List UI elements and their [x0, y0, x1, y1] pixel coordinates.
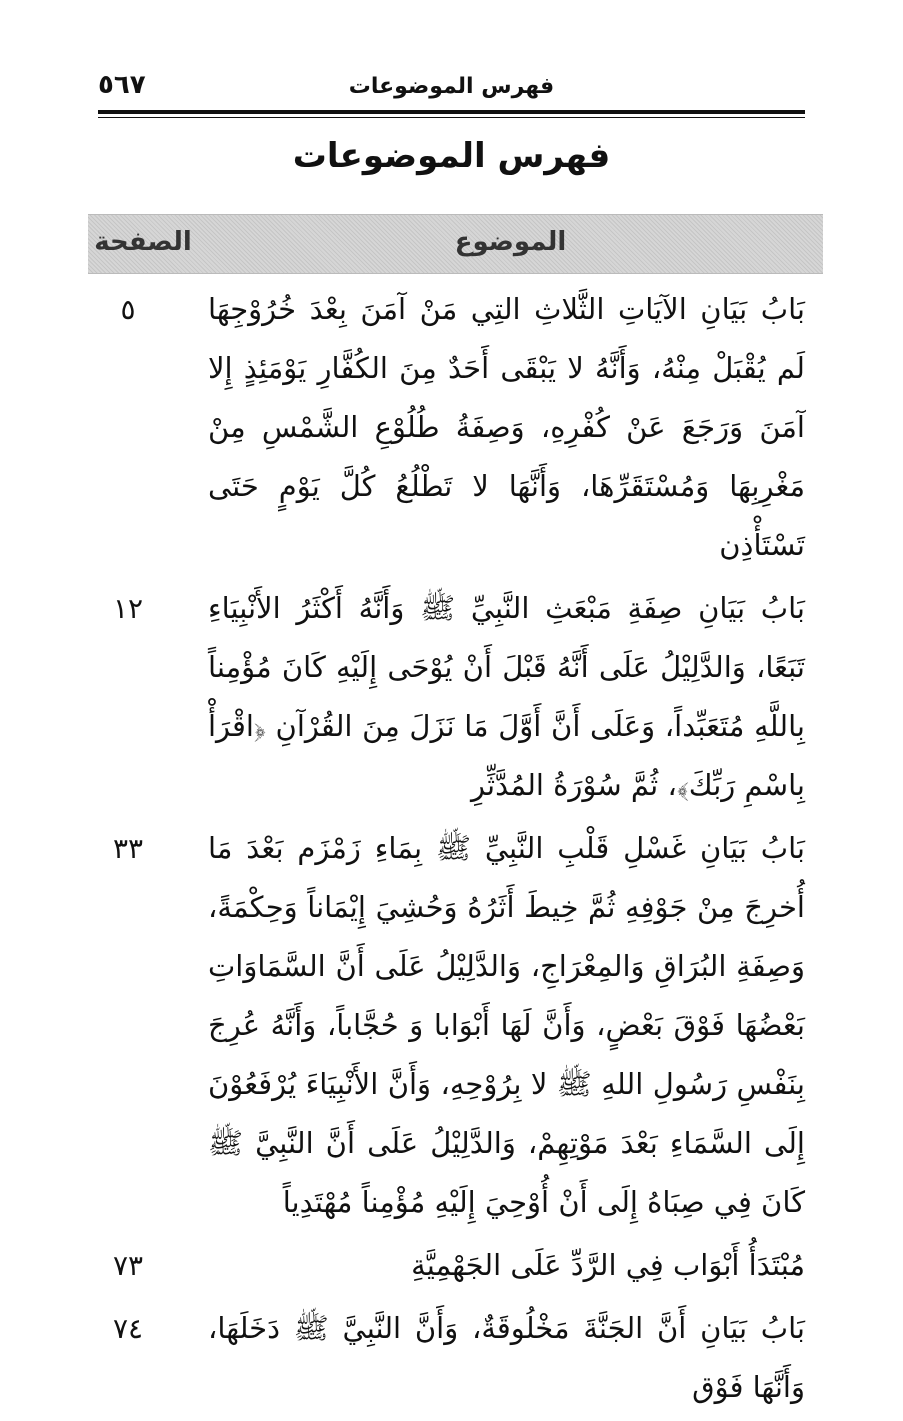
- toc-entry: [98, 1299, 805, 1417]
- toc-entry: [98, 1236, 805, 1295]
- toc-entry-page: ٧٣: [112, 1249, 144, 1282]
- header-rule-thick: [98, 110, 805, 114]
- toc-entries: [98, 280, 805, 1421]
- page-title: فهرس الموضوعات: [292, 136, 611, 176]
- toc-entry-text: بَابُ بَيَانِ صِفَةِ مَبْعَثِ النَّبِيِّ ﷺ وَأَنَّهُ أَكْثَرُ الأَنْبِيَاءِ تَبَعًا، وَالدَّلِيْلُ عَلَى أَنَّهُ قَبْلَ أَنْ يُوْحَى إِلَيْهِ كَانَ مُؤْمِناً بِاللَّهِ مُتَعَبِّداً، وَعَلَى أَنَّ أَوَّلَ مَا نَزَلَ مِنَ القُرْآنِ ﴿اقْرَأْ بِاسْمِ رَبِّكَ﴾، ثُمَّ سُوْرَةُ المُدَّثِّرِ: [208, 591, 805, 802]
- toc-entry: [98, 280, 805, 575]
- topic-column-header: الموضوع: [454, 227, 567, 257]
- toc-entry-page: ٥: [120, 293, 136, 326]
- toc-entry-text: مُبْتَدَأُ أَبْوَاب فِي الرَّدِّ عَلَى الجَهْمِيَّةِ: [411, 1248, 805, 1282]
- table-header: [88, 214, 823, 274]
- page-column-header: الصفحة: [94, 227, 192, 257]
- toc-entry: [98, 819, 805, 1232]
- toc-entry-page: ٣٣: [112, 832, 144, 865]
- toc-entry: [98, 579, 805, 815]
- header-rule-thin: [98, 117, 805, 118]
- toc-entry-text: بَابُ بَيَانِ غَسْلِ قَلْبِ النَّبِيِّ ﷺ بِمَاءِ زَمْزَم بَعْدَ مَا أُخرِجَ مِنْ جَوْفِهِ ثُمَّ خِيطَ أَثَرُهُ وَحُشِيَ إِيْمَاناً وَحِكْمَةً، وَصِفَةِ البُرَاقِ وَالمِعْرَاجِ، وَالدَّلِيْلُ عَلَى أَنَّ السَّمَاوَاتِ بَعْضُهَا فَوْقَ بَعْضٍ، وَأَنَّ لَهَا أَبْوَابا وَ حُجَّاباً، وَأَنَّهُ عُرِجَ بِنَفْسِ رَسُولِ اللهِ ﷺ لا بِرُوْحِهِ، وَأَنَّ الأَنْبِيَاءَ يُرْفَعُوْنَ إِلَى السَّمَاءِ بَعْدَ مَوْتِهِمْ، وَالدَّلِيْلُ عَلَى أَنَّ النَّبِيَّ ﷺ كَانَ فِي صِبَاهُ إِلَى أَنْ أُوْحِيَ إِلَيْهِ مُؤْمِناً مُهْتَدِياً: [208, 831, 805, 1219]
- page-number: ٥٦٧: [98, 70, 146, 100]
- toc-entry-page: ٧٤: [112, 1312, 144, 1345]
- running-title: فهرس الموضوعات: [348, 74, 555, 99]
- toc-entry-text: بَابُ بَيَانِ أَنَّ الجَنَّةَ مَخْلُوقَةٌ، وَأَنَّ النَّبِيَّ ﷺ دَخَلَهَا، وَأَنَّهَا فَوْق: [208, 1311, 805, 1404]
- toc-entry-page: ١٢: [112, 592, 144, 625]
- running-header: [98, 70, 805, 106]
- toc-entry-text: بَابُ بَيَانِ الآيَاتِ الثَّلاثِ التِي مَنْ آمَنَ بِعْدَ خُرُوْجِهَا لَم يُقْبَلْ مِنْهُ، وَأَنَّهُ لا يَبْقَى أَحَدٌ مِنَ الكُفَّارِ يَوْمَئِذٍ إِلا آمَنَ وَرَجَعَ عَنْ كُفْرِهِ، وَصِفَةُ طُلُوْعِ الشَّمْسِ مِنْ مَغْرِبِهَا وَمُسْتَقَرِّهَا، وَأَنَّهَا لا تَطْلُعُ كُلَّ يَوْمٍ حَتَى تَسْتَأْذِن: [208, 292, 805, 562]
